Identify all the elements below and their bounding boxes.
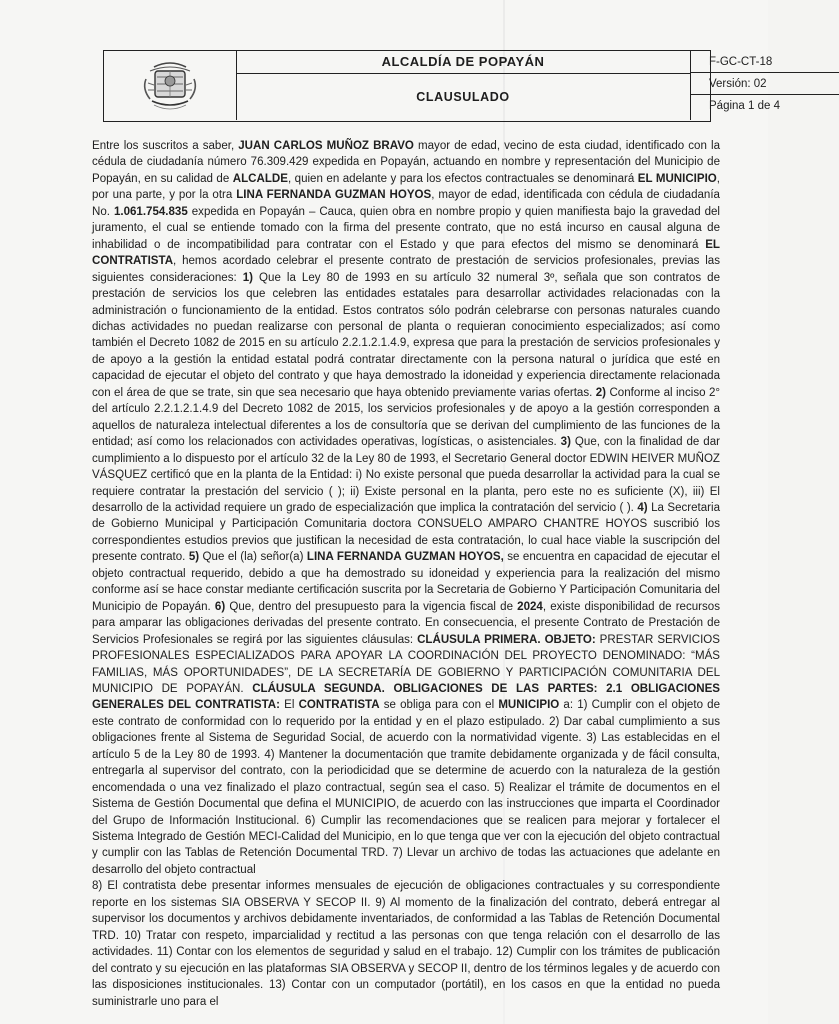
text-segment: expedida en Popayán – Cauca, quien obra en nombre propio y quien manifiesta bajo la gravedad del juramento, el cual se entiende tomado con la firma del presente contrato, que no está incurso en causal alguna de inhabilidad o de incompatibilidad para contratar con el Estado y que para efectos del mismo se denominará — [92, 205, 720, 251]
org-name: ALCALDÍA DE POPAYÁN — [236, 51, 690, 74]
doc-title: CLAUSULADO — [416, 90, 510, 104]
logo-cell — [104, 51, 237, 120]
text-segment: Que, con la finalidad de dar cumplimiento a lo dispuesto por el artículo 32 de la Ley 80 de 1993, el Secretario General doctor EDWIN HEIVER MUÑOZ VÁSQUEZ certificó que en la planta de la Entidad: i) No existe personal que pueda desarrollar la actividad para la cual se requiere contratar la prestación del servicio ( ); ii) Existe personal en la planta, pero este no es suficiente (X), iii) El desarrollo de la actividad requiere un grado de especialización que implica la contratación del servicio ( ). — [92, 436, 721, 514]
text-segment: Conforme al inciso 2° del artículo 2.2.1.2.1.4.9 del Decreto 1082 de 2015, los servicios profesionales y de apoyo a la gestión corresponden a aquellos de naturaleza intelectual diferentes a los de consultoría que se derivan del cumplimiento de las funciones de la entidad; así como los relacionados con actividades operativas, logísticas, o asistenciales. — [92, 386, 720, 449]
text-segment: , mayor de edad, identificada con cédula de ciudadanía No. — [92, 189, 720, 218]
text-segment: , quien en adelante y para los efectos contractuales se denominará — [287, 172, 638, 185]
coat-of-arms-icon — [140, 57, 200, 115]
bold-text-segment: 1.061.754.835 — [113, 205, 188, 218]
bold-text-segment: 6) — [214, 600, 226, 613]
text-segment: La Secretaria de Gobierno Municipal y Participación Comunitaria doctora CONSUELO AMPARO CHANTRE HOYOS suscribió los correspondientes estudios previos que justifican la necesidad de esta contratación, lo cual hace viable la suscripción del presente contrato. — [92, 501, 720, 564]
bold-text-segment: LINA FERNANDA GUZMAN HOYOS — [236, 189, 432, 202]
bold-text-segment: 1) — [242, 271, 254, 284]
bold-text-segment: MUNICIPIO — [498, 699, 560, 712]
doc-version: Versión: 02 — [691, 73, 839, 95]
bold-text-segment: 2) — [595, 386, 607, 399]
header-meta — [690, 51, 839, 120]
contract-paragraph — [92, 138, 720, 1010]
bold-text-segment: ALCALDE — [232, 172, 288, 185]
bold-text-segment: 4) — [637, 501, 648, 514]
bold-text-segment: EL CONTRATISTA — [92, 238, 720, 268]
document-header-table — [103, 50, 780, 122]
header-title-block — [236, 51, 780, 120]
text-segment: mayor de edad, vecino de esta ciudad, identificado con la cédula de ciudadanía número 76.309.429 expedida en Popayán, actuando en nombre y representación del Municipio de Popayán, en su calidad de — [92, 140, 720, 185]
text-segment: se obliga para con el — [379, 699, 499, 712]
bold-text-segment: LINA FERNANDA GUZMAN HOYOS, — [306, 551, 504, 564]
bold-text-segment: 3) — [560, 436, 571, 449]
page-number: Página 1 de 4 — [709, 100, 780, 112]
text-segment: El — [279, 699, 299, 712]
contract-body-text — [92, 138, 720, 1010]
bold-text-segment: CLÁUSULA SEGUNDA. OBLIGACIONES DE LAS PARTES: 2.1 OBLIGACIONES GENERALES DEL CONTRATISTA: — [92, 682, 720, 712]
text-segment: PRESTAR SERVICIOS PROFESIONALES ESPECIALIZADOS PARA APOYAR LA COORDINACIÓN DEL PROYECTO DENOMINADO: “MÁS FAMILIAS, MÁS OPORTUNIDADES”, DE LA SECRETARÍA DE GOBIERNO Y PARTICIPACIÓN COMUNITARIA DEL MUNICIPIO DE POPAYÁN. — [92, 633, 720, 695]
text-segment: Que el (la) señor(a) — [199, 551, 307, 564]
text-segment: Entre los suscritos a saber, — [92, 140, 239, 152]
bold-text-segment: EL MUNICIPIO — [637, 172, 717, 185]
text-segment: a: 1) Cumplir con el objeto de este contrato de conformidad con lo requerido por la entidad y en el plazo estipulado. 2) Dar cabal cumplimiento a sus obligaciones frente al Sistema de Seguridad Social, de acuerdo con la normatividad vigente. 3) Las establecidas en el artículo 5 de la Ley 80 de 1993. 4) Mantener la documentación que tramite debidamente organizada y de fácil consulta, entregarla al supervisor del contrato, con la periodicidad que se determine de acuerdo con la naturaleza de la gestión encomendada o una vez finalizado el plazo contractual, según sea el caso. 5) Realizar el trámite de documentos en el Sistema de Gestión Documental que defina el MUNICIPIO, de acuerdo con las instrucciones que imparta el Coordinador del Grupo de Información Institucional. 6) Cumplir las recomendaciones que se realicen para mejorar y fortalecer el Sistema Integrado de Gestión MECI-Calidad del Municipio, en lo que tenga que ver con la ejecución del objeto contractual y cumplir con las Tablas de Retención Documental TRD. 7) Llevar un archivo de todas las actuaciones que adelante en desarrollo del objeto contractual — [92, 699, 720, 876]
doc-code: F-GC-CT-18 — [691, 51, 839, 73]
text-segment: , existe disponibilidad de recursos para amparar las obligaciones derivadas del presente contrato. En consecuencia, el presente Contrato de Prestación de Servicios Profesionales se regirá por las siguientes cláusulas: — [92, 600, 720, 646]
text-segment: 8) El contratista debe presentar informes mensuales de ejecución de obligaciones contractuales y su correspondiente reporte en los sistemas SIA OBSERVA Y SECOP II. 9) Al momento de la finalización del contrato, deberá entregar al supervisor los documentos y archivos debidamente inventariados, de conformidad a las Tablas de Retención Documental TRD. 10) Tratar con respeto, imparcialidad y rectitud a las personas con que tenga relación con el desarrollo de las actividades. 11) Contar con los elementos de seguridad y salud en el trabajo. 12) Cumplir con los trámites de publicación del contrato y su ejecución en las plataformas SIA OBSERVA y SECOP II, dentro de los términos legales y de acuerdo con las disposiciones institucionales. 13) Contar con un computador (portátil), en los casos en que la entidad no pueda suministrarle uno para el — [92, 880, 720, 1008]
text-segment: Que la Ley 80 de 1993 en su artículo 32 numeral 3º, señala que son contratos de prestación de servicios los que celebren las entidades estatales para desarrollar actividades relacionadas con la administración o funcionamiento de la entidad. Estos contratos sólo podrán celebrarse con personas naturales cuando dichas actividades no puedan realizarse con personal de planta o requieran conocimiento especializados; así como también el Decreto 1082 de 2015 en su artículo 2.2.1.2.1.4.9, expresa que para la prestación de servicios profesionales y de apoyo a la gestión la entidad estatal podrá contratar directamente con la persona natural o jurídica que esté en capacidad de ejecutar el objeto del contrato y que haya demostrado la idoneidad y experiencia directamente relacionada con el área de que se trate, sin que sea necesario que haya obtenido previamente varias ofertas. — [92, 271, 720, 399]
text-segment: , hemos acordado celebrar el presente contrato de prestación de servicios profesionales, previas las siguientes consideraciones: — [92, 255, 720, 284]
bold-text-segment: CLÁUSULA PRIMERA. OBJETO: — [417, 633, 596, 646]
bold-text-segment: 5) — [188, 551, 200, 564]
text-segment: Que, dentro del presupuesto para la vigencia fiscal de — [225, 600, 518, 613]
bold-text-segment: JUAN CARLOS MUÑOZ BRAVO — [238, 140, 414, 152]
bold-text-segment: 2024 — [517, 600, 543, 613]
bold-text-segment: CONTRATISTA — [298, 699, 380, 712]
text-segment: se encuentra en capacidad de ejecutar el objeto contractual requerido, debido a que ha demostrado su idoneidad y experiencia para la realización del mismo conforme así se hace constar mediante certificación suscrita por la Secretaria de Gobierno Y Participación Comunitaria del Municipio de Popayán. — [92, 551, 720, 613]
text-segment: , por una parte, y por la otra — [92, 172, 720, 202]
